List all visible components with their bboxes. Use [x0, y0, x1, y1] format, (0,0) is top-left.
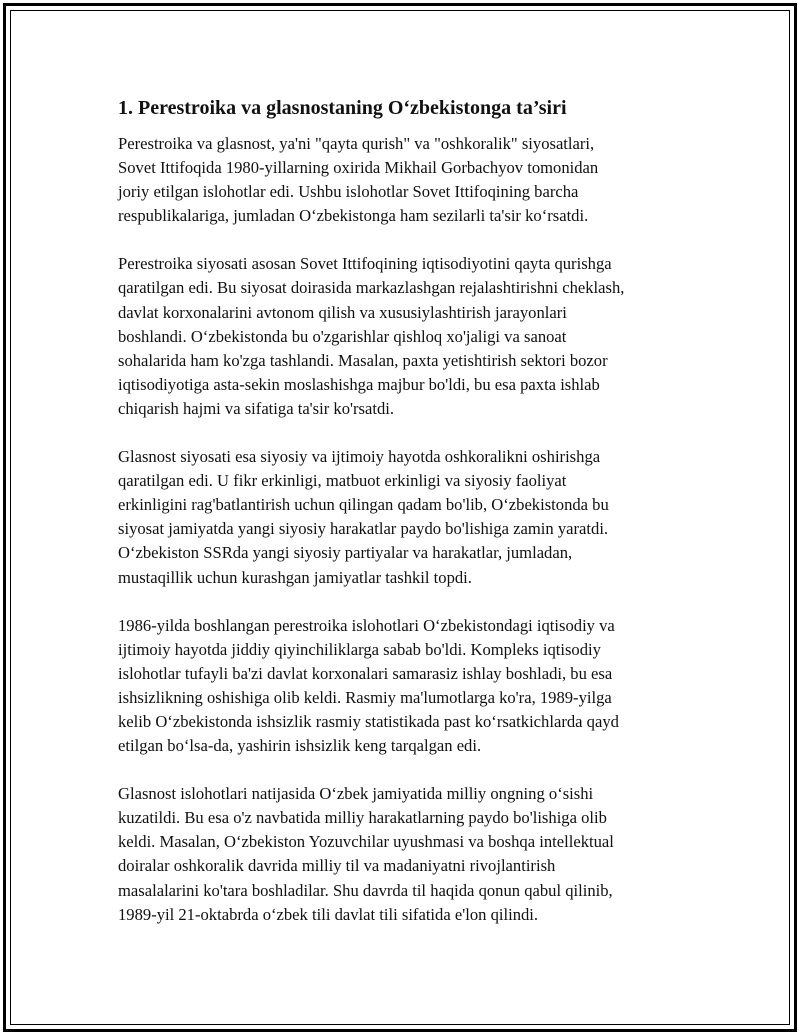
paragraph-line: Glasnost siyosati esa siyosiy va ijtimoiy hayotda oshkoralikni oshirishga — [118, 447, 601, 467]
paragraph-line: Sovet Ittifoqida 1980-yillarning oxirida Mikhail Gorbachyov tomonidan — [118, 158, 599, 178]
paragraph-3 — [118, 445, 690, 590]
paragraph-line: kelib O‘zbekistonda ishsizlik rasmiy statistikada past ko‘rsatkichlarda qayd — [118, 711, 619, 731]
paragraph-line: davlat korxonalarini avtonom qilish va xususiylashtirish jarayonlari — [118, 302, 567, 322]
paragraph-line: qaratilgan edi. Bu siyosat doirasida markazlashgan rejalashtirishni cheklash, — [118, 278, 625, 298]
paragraph-4 — [118, 614, 690, 759]
paragraph-line: respublikalariga, jumladan O‘zbekistonga ham sezilarli ta'sir ko‘rsatdi. — [118, 206, 589, 226]
paragraph-line: mustaqillik uchun kurashgan jamiyatlar tashkil topdi. — [118, 567, 472, 587]
paragraph-line: ijtimoiy hayotda jiddiy qiyinchiliklarga sabab bo'ldi. Kompleks iqtisodiy — [118, 639, 601, 659]
paragraph-line: joriy etilgan islohotlar edi. Ushbu islohotlar Sovet Ittifoqining barcha — [118, 182, 579, 202]
paragraph-list — [118, 132, 690, 927]
paragraph-5 — [118, 782, 690, 927]
section-title: 1. Perestroika va glasnostaning O‘zbekistonga ta’siri — [118, 97, 567, 119]
paragraph-line: sohalarida ham ko'zga tashlandi. Masalan, paxta yetishtirish sektori bozor — [118, 350, 608, 370]
paragraph-line: iqtisodiyotiga asta-sekin moslashishga majbur bo'ldi, bu esa paxta ishlab — [118, 374, 600, 394]
paragraph-2 — [118, 252, 690, 421]
paragraph-line: ishsizlikning oshishiga olib keldi. Rasmiy ma'lumotlarga ko'ra, 1989-yilga — [118, 687, 612, 707]
paragraph-line: keldi. Masalan, O‘zbekiston Yozuvchilar uyushmasi va boshqa intellektual — [118, 832, 614, 852]
paragraph-line: Glasnost islohotlari natijasida O‘zbek jamiyatida milliy ongning o‘sishi — [118, 784, 594, 804]
paragraph-line: islohotlar tufayli ba'zi davlat korxonalari samarasiz ishlay boshladi, bu esa — [118, 663, 613, 683]
paragraph-line: Perestroika siyosati asosan Sovet Ittifoqining iqtisodiyotini qayta qurishga — [118, 254, 612, 274]
document-body — [118, 94, 690, 951]
paragraph-line: qaratilgan edi. U fikr erkinligi, matbuot erkinligi va siyosiy faoliyat — [118, 471, 567, 491]
paragraph-line: masalalarini ko'tara boshladilar. Shu davrda til haqida qonun qabul qilinib, — [118, 880, 613, 900]
paragraph-line: kuzatildi. Bu esa o'z navbatida milliy harakatlarning paydo bo'lishiga olib — [118, 808, 607, 828]
paragraph-line: Perestroika va glasnost, ya'ni "qayta qurish" va "oshkoralik" siyosatlari, — [118, 134, 595, 153]
paragraph-line: siyosat jamiyatda yangi siyosiy harakatlar paydo bo'lishiga zamin yaratdi. — [118, 519, 609, 539]
paragraph-line: 1986-yilda boshlangan perestroika islohotlari O‘zbekistondagi iqtisodiy va — [118, 615, 615, 635]
paragraph-1 — [118, 132, 690, 228]
paragraph-line: etilgan bo‘lsa-da, yashirin ishsizlik keng tarqalgan edi. — [118, 736, 482, 756]
paragraph-line: chiqarish hajmi va sifatiga ta'sir ko'rsatdi. — [118, 398, 395, 418]
paragraph-line: 1989-yil 21-oktabrda o‘zbek tili davlat tili sifatida e'lon qilindi. — [118, 904, 539, 924]
paragraph-line: erkinligini rag'batlantirish uchun qilingan qadam bo'lib, O‘zbekistonda bu — [118, 495, 609, 515]
paragraph-line: boshlandi. O‘zbekistonda bu o'zgarishlar qishloq xo'jaligi va sanoat — [118, 326, 567, 346]
paragraph-line: doiralar oshkoralik davrida milliy til va madaniyatni rivojlantirish — [118, 856, 556, 876]
paragraph-line: O‘zbekiston SSRda yangi siyosiy partiyalar va harakatlar, jumladan, — [118, 543, 573, 563]
